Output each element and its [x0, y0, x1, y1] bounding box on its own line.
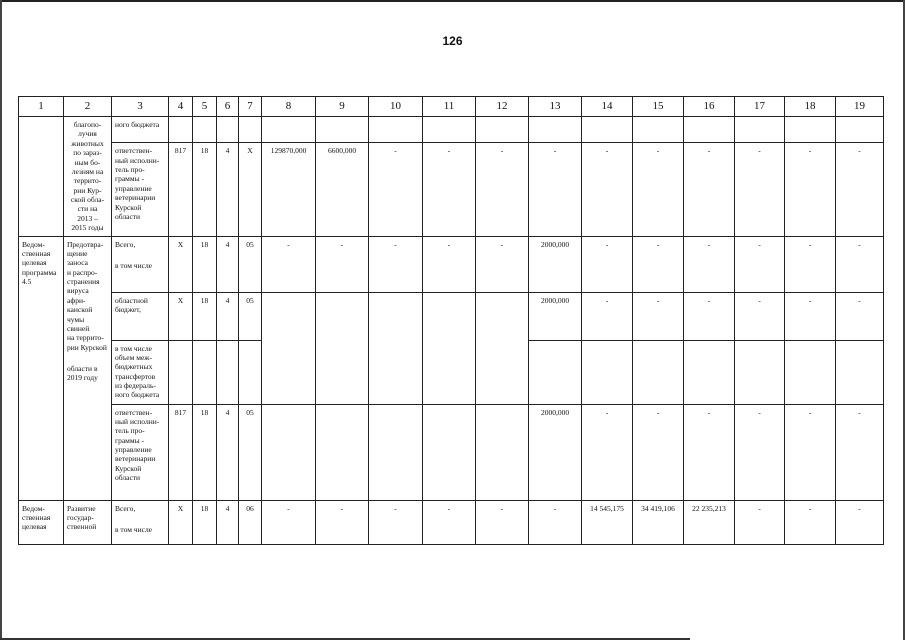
header-cell: 7: [239, 97, 262, 117]
value-cell: -: [785, 292, 836, 340]
value-cell: 2000,000: [529, 404, 582, 500]
value-cell: -: [529, 500, 582, 544]
table-row: [19, 340, 884, 404]
value-cell: 4: [217, 500, 239, 544]
header-cell: 4: [169, 97, 193, 117]
source-cell: ответствен- ный исполни- тель про- граммы - управление ветеринарии Курской области: [112, 143, 169, 236]
value-cell: [262, 292, 316, 340]
value-cell: 4: [217, 404, 239, 500]
value-cell: 4: [217, 143, 239, 236]
value-cell: -: [316, 500, 369, 544]
value-cell: 18: [193, 404, 217, 500]
value-cell: -: [369, 236, 423, 292]
source-text: в том числе: [115, 260, 153, 270]
value-cell: -: [684, 236, 735, 292]
source-text: Всего,: [115, 503, 136, 513]
value-cell: [423, 292, 476, 340]
program-code-cell: [19, 117, 64, 237]
value-cell: 18: [193, 143, 217, 236]
value-cell: 817: [169, 143, 193, 236]
value-cell: -: [836, 292, 884, 340]
value-cell: 129870,000: [262, 143, 316, 236]
header-cell: 17: [735, 97, 785, 117]
value-cell: 2000,000: [529, 236, 582, 292]
value-cell: -: [785, 404, 836, 500]
header-cell: 18: [785, 97, 836, 117]
value-cell: -: [423, 236, 476, 292]
page-number: 126: [442, 34, 463, 48]
value-cell: [316, 292, 369, 340]
value-cell: -: [735, 236, 785, 292]
program-name-text: области в 2019 году: [67, 364, 98, 383]
value-cell: 6600,000: [316, 143, 369, 236]
header-cell: 13: [529, 97, 582, 117]
value-cell: 14 545,175: [582, 500, 633, 544]
value-cell: [369, 292, 423, 340]
value-cell: -: [423, 500, 476, 544]
value-cell: -: [633, 143, 684, 236]
value-cell: 817: [169, 404, 193, 500]
header-row: [19, 97, 884, 117]
value-cell: -: [785, 143, 836, 236]
value-cell: -: [369, 500, 423, 544]
source-text: в том числе: [115, 524, 153, 534]
value-cell: 05: [239, 292, 262, 340]
value-cell: X: [169, 500, 193, 544]
value-cell: -: [476, 500, 529, 544]
value-cell: 06: [239, 500, 262, 544]
value-cell: -: [684, 143, 735, 236]
value-cell: -: [262, 236, 316, 292]
value-cell: 4: [217, 292, 239, 340]
value-cell: -: [684, 404, 735, 500]
value-cell: 05: [239, 236, 262, 292]
value-cell: X: [239, 143, 262, 236]
value-cell: -: [735, 404, 785, 500]
header-cell: 10: [369, 97, 423, 117]
header-cell: 5: [193, 97, 217, 117]
header-cell: 15: [633, 97, 684, 117]
value-cell: -: [582, 143, 633, 236]
value-cell: -: [476, 143, 529, 236]
value-cell: -: [582, 292, 633, 340]
value-cell: 34 419,106: [633, 500, 684, 544]
value-cell: -: [684, 292, 735, 340]
program-name-cell: благопо- лучия животных по зараз- ным бо- лезням на террито- рии Кур- ской обла- сти на 2013 – 2015 годы: [64, 117, 112, 237]
value-cell: -: [633, 236, 684, 292]
value-cell: 4: [217, 236, 239, 292]
value-cell: -: [735, 143, 785, 236]
value-cell: 05: [239, 404, 262, 500]
value-cell: -: [735, 500, 785, 544]
header-cell: 12: [476, 97, 529, 117]
header-cell: 14: [582, 97, 633, 117]
source-cell: [112, 500, 169, 544]
value-cell: -: [735, 292, 785, 340]
table-row: [19, 143, 884, 236]
scan-border-top: [0, 0, 905, 2]
value-cell: -: [836, 143, 884, 236]
source-text: Всего,: [115, 239, 136, 249]
value-cell: -: [423, 143, 476, 236]
program-code-cell: Ведом- ственная целевая программа 4.5: [19, 236, 64, 500]
value-cell: -: [836, 404, 884, 500]
header-cell: 2: [64, 97, 112, 117]
budget-table: [18, 96, 884, 545]
table-row: [19, 404, 884, 500]
header-cell: 1: [19, 97, 64, 117]
value-cell: -: [785, 500, 836, 544]
program-name-cell: Развитие государ- ственной: [64, 500, 112, 544]
header-cell: 8: [262, 97, 316, 117]
value-cell: -: [316, 236, 369, 292]
value-cell: -: [582, 236, 633, 292]
source-cell: областной бюджет,: [112, 292, 169, 340]
table-row: [19, 500, 884, 544]
header-cell: 3: [112, 97, 169, 117]
value-cell: -: [633, 404, 684, 500]
value-cell: X: [169, 236, 193, 292]
source-cell: в том числе объем меж- бюджетных трансфертов из федераль- ного бюджета: [112, 340, 169, 404]
source-cell: ного бюджета: [112, 117, 169, 143]
value-cell: -: [633, 292, 684, 340]
value-cell: -: [262, 500, 316, 544]
source-cell: [112, 236, 169, 292]
value-cell: X: [169, 292, 193, 340]
value-cell: -: [582, 404, 633, 500]
value-cell: 18: [193, 236, 217, 292]
table-row: [19, 236, 884, 292]
program-name-text: Предотвра- щение заноса и распро- странения вируса афри- канской чумы свиней на террито- рии Курской: [67, 239, 107, 352]
header-cell: 9: [316, 97, 369, 117]
program-code-cell: Ведом- ственная целевая: [19, 500, 64, 544]
header-cell: 16: [684, 97, 735, 117]
value-cell: 22 235,213: [684, 500, 735, 544]
header-cell: 19: [836, 97, 884, 117]
header-cell: 6: [217, 97, 239, 117]
program-name-cell: [64, 236, 112, 500]
value-cell: -: [785, 236, 836, 292]
header-cell: 11: [423, 97, 476, 117]
value-cell: 18: [193, 500, 217, 544]
value-cell: 2000,000: [529, 292, 582, 340]
value-cell: -: [369, 143, 423, 236]
value-cell: -: [476, 236, 529, 292]
value-cell: [476, 292, 529, 340]
source-cell: ответствен- ный исполни- тель про- граммы - управление ветеринарии Курской области: [112, 404, 169, 500]
value-cell: -: [836, 236, 884, 292]
value-cell: -: [529, 143, 582, 236]
value-cell: 18: [193, 292, 217, 340]
value-cell: -: [836, 500, 884, 544]
table-row: [19, 292, 884, 340]
table-row: [19, 117, 884, 143]
scan-border-left: [0, 0, 2, 640]
